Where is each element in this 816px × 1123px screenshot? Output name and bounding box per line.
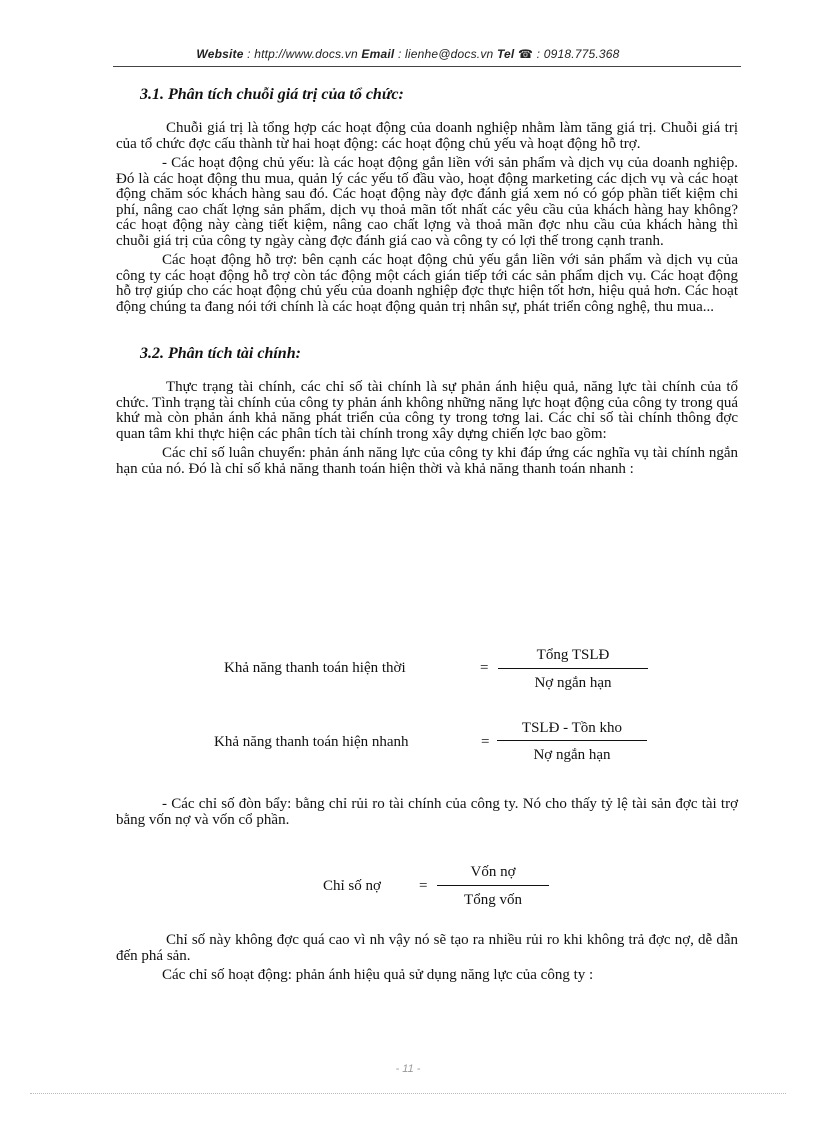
fraction-bar <box>498 668 648 669</box>
section-1-paragraph-3: Các hoạt động hỗ trợ: bên cạnh các hoạt động chủ yếu gắn liền với sản phẩm và dịch vụ của công ty các hoạt động hỗ trợ còn tác động một cách gián tiếp tới các sản phẩm dịch vụ. Các hoạt động hỗ trợ giúp cho các hoạt động chủ yếu của doanh nghiệp đợc thực hiện tốt hơn, hiệu quả hơn. Các hoạt động chúng ta đang nói tới chính là các hoạt động quản trị nhân sự, phát triển công nghệ, thu mua... <box>116 252 738 315</box>
formula-label: Khả năng thanh toán hiện nhanh <box>214 734 409 750</box>
email-label: Email <box>361 47 395 61</box>
fraction-bar <box>497 740 647 741</box>
equals-sign: = <box>480 660 489 676</box>
formula-numerator: Tổng TSLĐ <box>536 647 610 663</box>
fraction-bar <box>437 885 549 886</box>
section-1-paragraph-1: Chuỗi giá trị là tổng hợp các hoạt động của doanh nghiệp nhằm làm tăng giá trị. Chuỗi giá trị của tổ chức đợc cấu thành từ hai hoạt động: các hoạt động chủ yếu và hoạt động hỗ trợ. <box>116 120 738 152</box>
formula-label: Khả năng thanh toán hiện thời <box>224 660 406 676</box>
closing-block <box>116 933 738 984</box>
section-2-paragraph-5: Các chỉ số hoạt động: phản ánh hiệu quả sử dụng năng lực của công ty : <box>162 967 594 983</box>
section-2-heading: 3.2. Phân tích tài chính: <box>140 345 301 362</box>
section-2-paragraph-1: Thực trạng tài chính, các chỉ số tài chính là sự phản ánh hiệu quả, năng lực tài chính của tổ chức. Tình trạng tài chính của công ty phản ánh không những năng lực hoạt động của công ty trong quá khứ mà còn phản ánh khả năng phát triển của công ty trong tơng lai. Các chỉ số tài chính thông đợc quan tâm khi thực hiện các phân tích tài chính trong xây dựng chiến lợc bao gồm: <box>116 379 738 442</box>
section-2-paragraph-3: - Các chỉ số đòn bẩy: bằng chỉ rủi ro tài chính của công ty. Nó cho thấy tỷ lệ tài sản đợc tài trợ bằng vốn nợ và vốn cổ phần. <box>116 796 738 828</box>
formula-label: Chỉ số nợ <box>323 878 381 894</box>
formula-denominator: Nợ ngắn hạn <box>534 675 612 691</box>
tel-value: : 0918.775.368 <box>533 47 620 61</box>
formula-denominator: Tổng vốn <box>464 892 522 908</box>
page-number: - 11 - <box>395 1063 421 1075</box>
document-body <box>116 86 738 477</box>
formula-numerator: TSLĐ - Tồn kho <box>521 720 623 736</box>
leverage-block <box>116 797 738 828</box>
section-2-paragraph-4: Chỉ số này không đợc quá cao vì nh vậy nó sẽ tạo ra nhiều rủi ro khi không trả đợc nợ, dễ dẫn đến phá sản. <box>116 932 738 964</box>
email-value: : lienhe@docs.vn <box>394 47 497 61</box>
formula-denominator: Nợ ngắn hạn <box>533 747 611 763</box>
website-value: : http://www.docs.vn <box>243 47 362 61</box>
equals-sign: = <box>419 878 428 894</box>
equals-sign: = <box>481 734 490 750</box>
website-label: Website <box>196 47 244 61</box>
formula-numerator: Vốn nợ <box>470 864 516 880</box>
page-header <box>0 47 816 61</box>
section-2-paragraph-2: Các chỉ số luân chuyển: phản ánh năng lực của công ty khi đáp ứng các nghĩa vụ tài chính ngắn hạn của nó. Đó là chỉ số khả năng thanh toán hiện thời và khả năng thanh toán nhanh : <box>116 445 738 477</box>
section-1-paragraph-2: - Các hoạt động chủ yếu: là các hoạt động gắn liền với sản phẩm và dịch vụ của doanh nghiệp. Đó là các hoạt động thu mua, quản lý các yếu tố đầu vào, hoạt động marketing các dịch vụ và các hoạt động chăm sóc khách hàng sau đó. Các hoạt động này đợc đánh giá xem nó có góp phần tiết kiệm chi phí, nâng cao chất lợng sản phẩm, dịch vụ thoả mãn tốt nhất các yêu cầu của khách hàng hay không? các hoạt động này càng tiết kiệm, nâng cao chất lợng và thoả mãn đợc nhu cầu của khách hàng thì chuỗi giá trị của công ty ngày càng đợc đánh giá cao và công ty có lợi thế trong cạnh tranh. <box>116 155 738 249</box>
phone-icon: ☎ <box>517 47 534 61</box>
header-divider <box>113 66 741 67</box>
footer-divider <box>30 1093 786 1094</box>
section-1-heading: 3.1. Phân tích chuỗi giá trị của tổ chức: <box>140 86 404 103</box>
tel-label: Tel <box>496 47 515 61</box>
